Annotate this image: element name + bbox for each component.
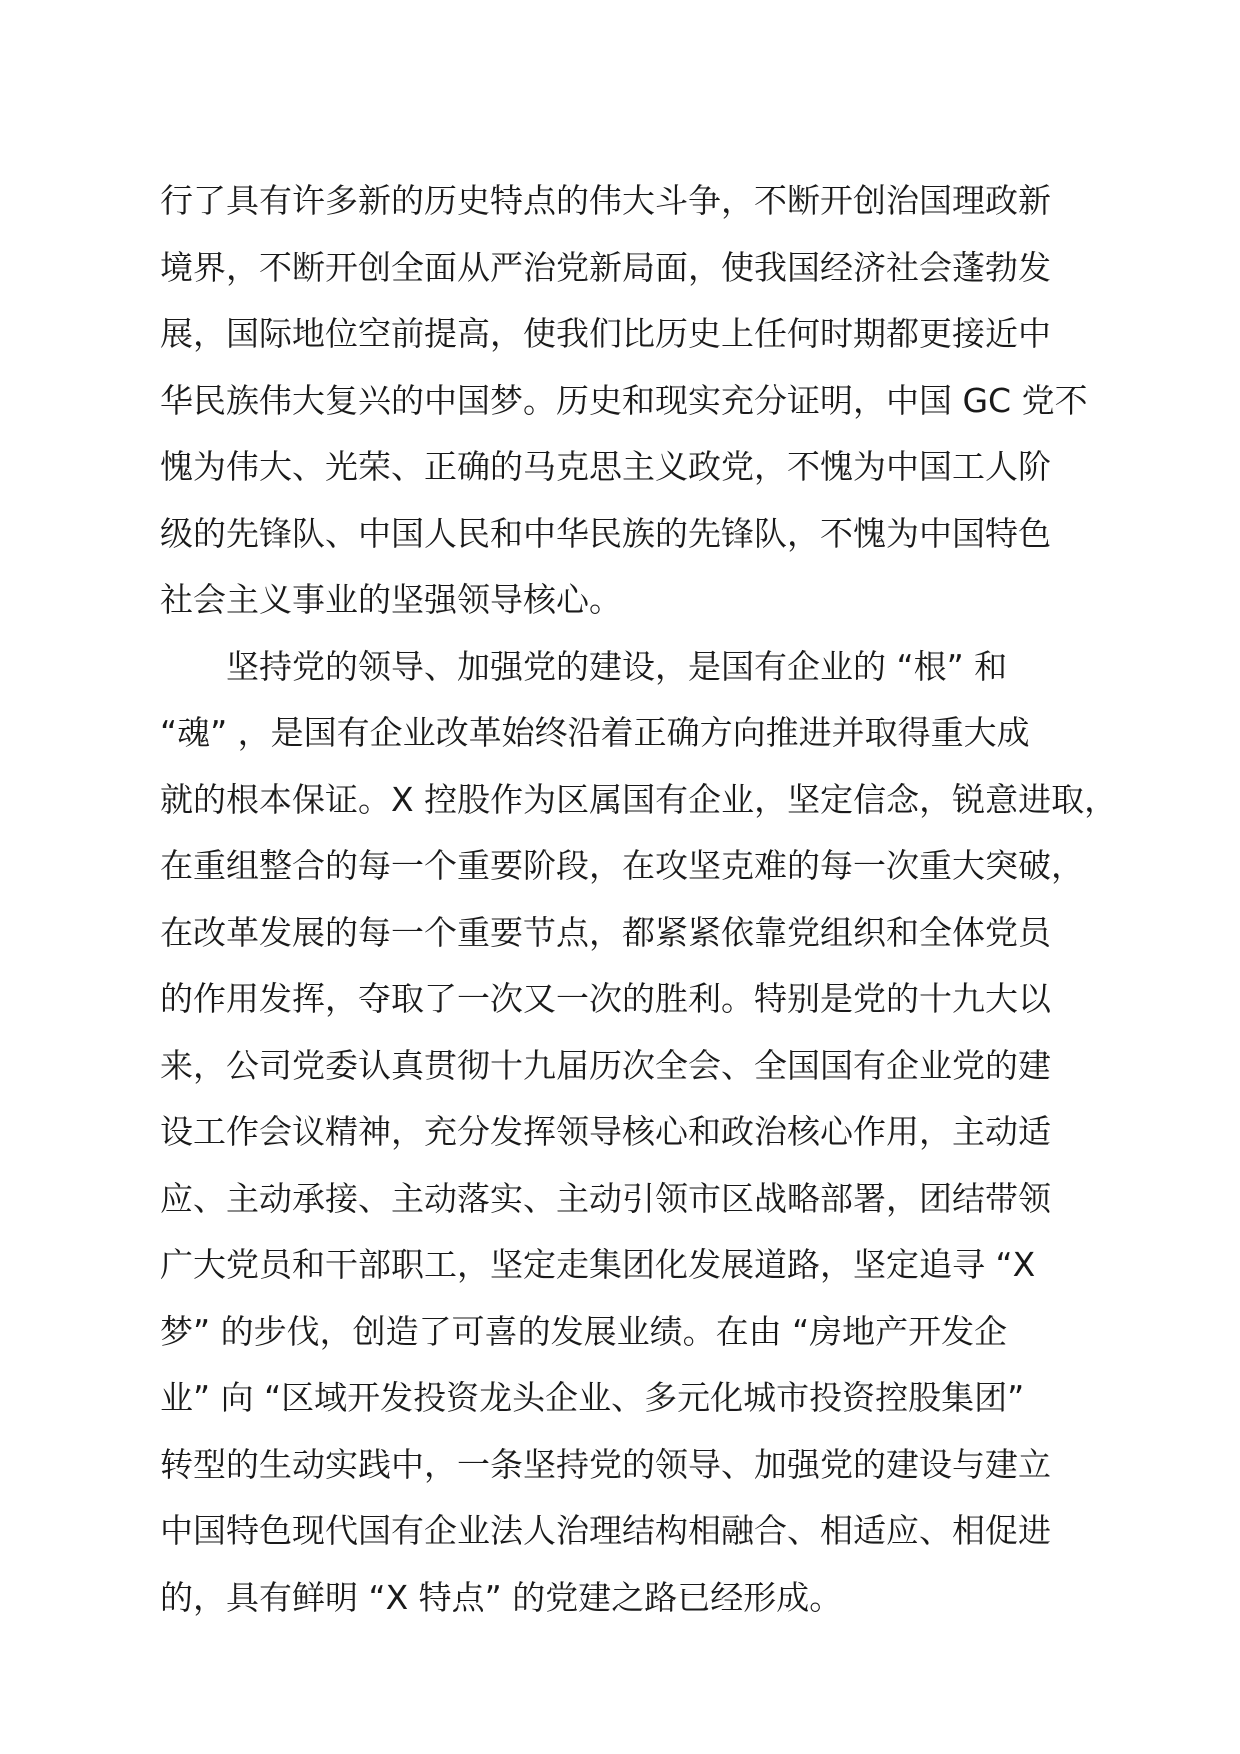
- text-line: 业” 向 “区域开发投资龙头企业、多元化城市投资控股集团”: [160, 1378, 1025, 1417]
- text-line: 就的根本保证。X 控股作为区属国有企业，坚定信念，锐意进取，: [160, 779, 1118, 819]
- text-line: 级的先锋队、中国人民和中华民族的先锋队，不愧为中国特色: [160, 513, 1051, 553]
- text-line: 设工作会议精神，充分发挥领导核心和政治核心作用，主动适: [160, 1112, 1051, 1151]
- text-line: 的，具有鲜明 “X 特点” 的党建之路已经形成。: [160, 1577, 843, 1617]
- text-line: 的作用发挥，夺取了一次又一次的胜利。特别是党的十九大以: [160, 979, 1051, 1018]
- text-line: 来，公司党委认真贯彻十九届历次全会、全国国有企业党的建: [160, 1045, 1051, 1085]
- text-line: 行了具有许多新的历史特点的伟大斗争，不断开创治国理政新: [160, 181, 1051, 220]
- text-line: 展，国际地位空前提高，使我们比历史上任何时期都更接近中: [160, 314, 1051, 353]
- text-line: 境界，不断开创全面从严治党新局面，使我国经济社会蓬勃发: [160, 247, 1051, 287]
- text-line: 梦” 的步伐，创造了可喜的发展业绩。在由 “房地产开发企: [160, 1311, 1008, 1351]
- text-line: 转型的生动实践中，一条坚持党的领导、加强党的建设与建立: [160, 1444, 1051, 1484]
- text-line: 应、主动承接、主动落实、主动引领市区战略部署，团结带领: [160, 1178, 1051, 1218]
- document-body: [160, 168, 1118, 1631]
- paragraph-2: [160, 634, 1118, 1632]
- text-line: 坚持党的领导、加强党的建设，是国有企业的 “根” 和: [226, 646, 1008, 686]
- paragraph-1: [160, 168, 1100, 634]
- text-line: 在重组整合的每一个重要阶段，在攻坚克难的每一次重大突破，: [160, 846, 1084, 885]
- text-line: 社会主义事业的坚强领导核心。: [160, 580, 622, 619]
- text-line: 华民族伟大复兴的中国梦。历史和现实充分证明，中国 GC 党不: [160, 380, 1088, 420]
- text-line: 愧为伟大、光荣、正确的马克思主义政党，不愧为中国工人阶: [160, 447, 1051, 486]
- text-line: “魂” ，是国有企业改革始终沿着正确方向推进并取得重大成: [160, 713, 1030, 752]
- text-line: 在改革发展的每一个重要节点，都紧紧依靠党组织和全体党员: [160, 912, 1051, 952]
- text-line: 中国特色现代国有企业法人治理结构相融合、相适应、相促进: [160, 1511, 1051, 1550]
- text-line: 广大党员和干部职工，坚定走集团化发展道路，坚定追寻 “X: [160, 1245, 1036, 1284]
